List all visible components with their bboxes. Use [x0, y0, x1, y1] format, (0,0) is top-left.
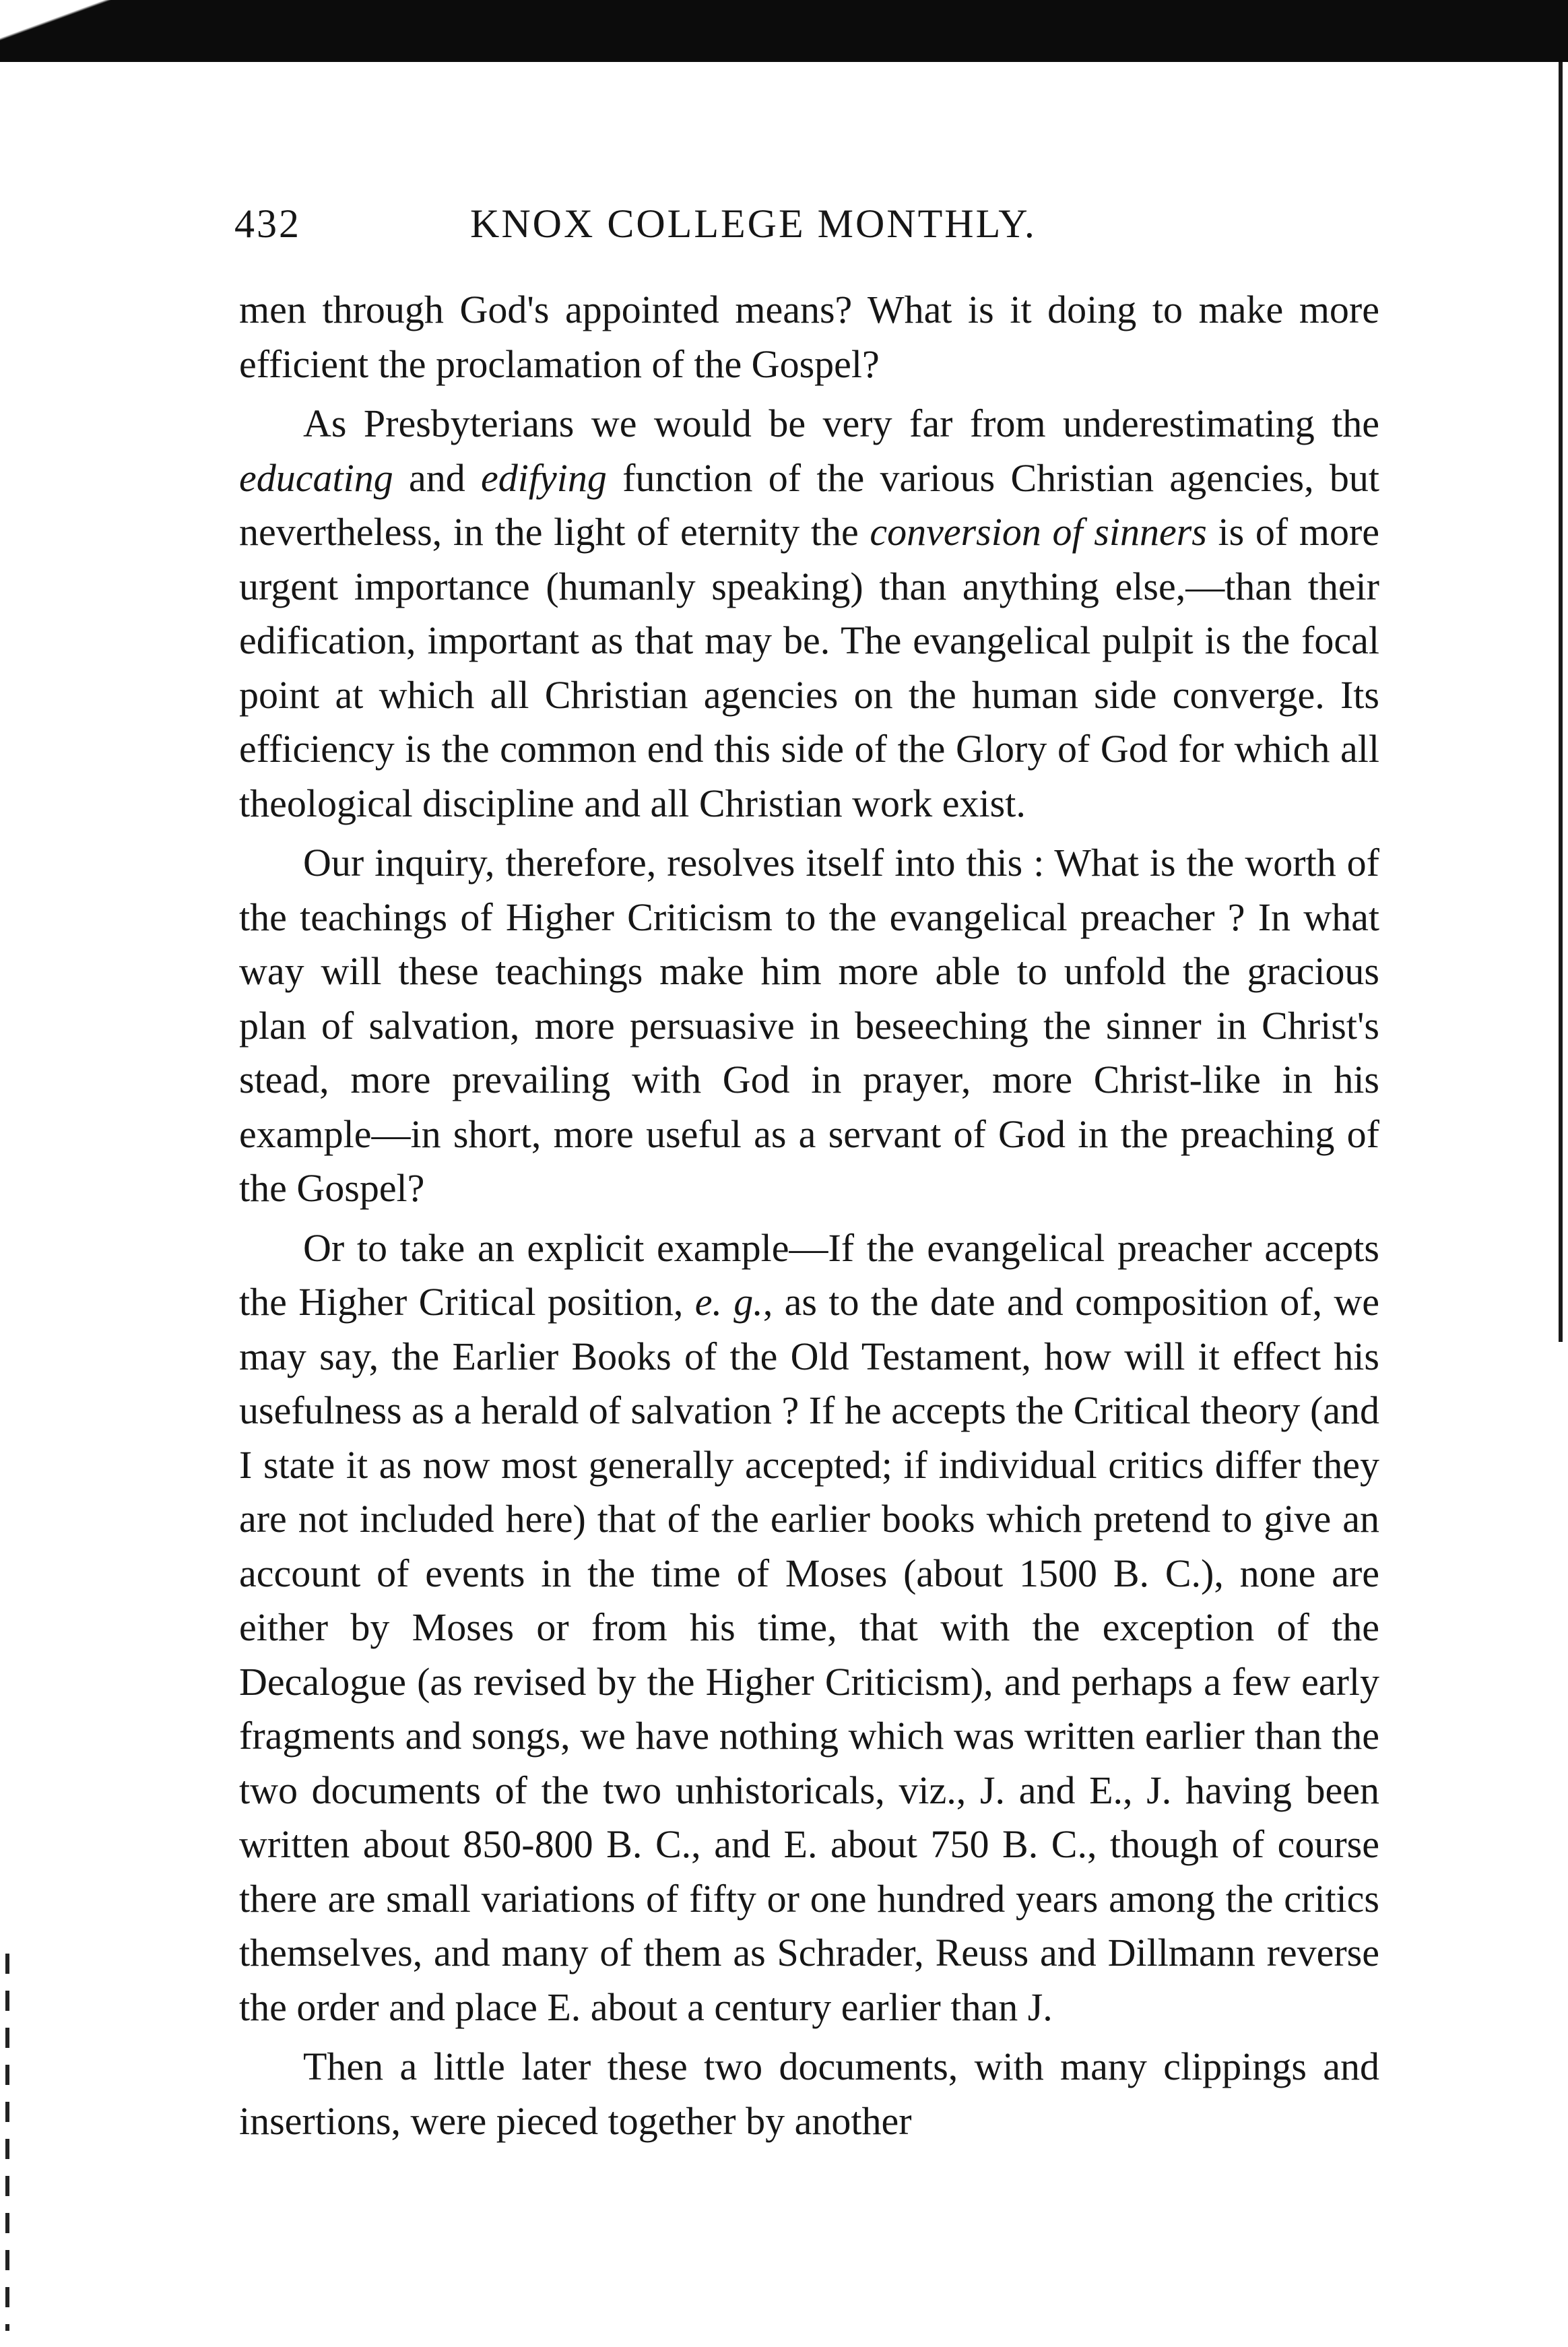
- page-header: [234, 201, 1379, 255]
- paragraph-2: [239, 397, 1379, 831]
- paragraph-2-text-c: function of the various Christian agencies, but nevertheless, in the light of eternity the: [239, 455, 1379, 554]
- emphasis-eg: e. g.: [694, 1280, 763, 1324]
- scan-corner-fold: [0, 0, 202, 62]
- scan-right-edge: [1559, 62, 1563, 1342]
- paragraph-3: [239, 836, 1379, 1216]
- paragraph-4: [239, 1221, 1379, 2035]
- paragraph-4-text-b: , as to the date and composition of, we may say, the Earlier Books of the Old Testament, how will it effect his usefulness as a herald of salvation ? If he accepts the Critical theory (and I state it as now most generally accepted; if individual critics differ they are not included here) that of the earlier books which pretend to give an account of events in the time of Moses (about 1500 B. C.), none are either by Moses or from his time, that with the exception of the Decalogue (as revised by the Higher Criticism), and perhaps a few early fragments and songs, we have nothing which was written earlier than the two documents of the two unhistoricals, viz., J. and E., J. having been written about 850-800 B. C., and E. about 750 B. C., though of course there are small variations of fifty or one hundred years among the critics themselves, and many of them as Schrader, Reuss and Dillmann reverse the order and place E. about a century earlier than J.: [239, 1280, 1379, 2029]
- paragraph-2-text-a: As Presbyterians we would be very far from underestimating the: [303, 401, 1379, 445]
- paragraph-1: [239, 283, 1379, 391]
- paragraph-2-text-d: is of more urgent importance (humanly speaking) than anything else,—than their edification, important as that may be. The evangelical pulpit is the focal point at which all Christian agencies on the human side converge. Its efficiency is the common end this side of the Glory of God for which all theological discipline and all Christian work exist.: [239, 510, 1379, 825]
- paragraph-4-text-a: Or to take an explicit example—If the evangelical preacher accepts the Higher Critical position,: [239, 1225, 1379, 1324]
- emphasis-edifying: edifying: [481, 455, 607, 500]
- body-text: [239, 283, 1379, 2148]
- paragraph-3-text: Our inquiry, therefore, resolves itself into this : What is the worth of the teachings of Higher Criticism to the evangelical preacher ? In what way will these teachings make him more able to unfold the gracious plan of salvation, more persuasive in beseeching the sinner in Christ's stead, more prevailing with God in prayer, more Christ-like in his example—in short, more useful as a servant of God in the preaching of the Gospel?: [239, 841, 1379, 1210]
- emphasis-educating: educating: [239, 455, 393, 500]
- paragraph-5: [239, 2040, 1379, 2148]
- emphasis-conversion-of-sinners: conversion of sinners: [870, 510, 1207, 554]
- scan-top-border: [0, 0, 1568, 62]
- page-number: 432: [234, 201, 301, 246]
- paragraph-5-text: Then a little later these two documents, with many clippings and insertions, were pieced together by another: [239, 2045, 1379, 2143]
- paragraph-2-text-b: and: [393, 455, 482, 500]
- running-title: KNOX COLLEGE MONTHLY.: [470, 201, 1037, 246]
- scan-left-edge-marks: [5, 1954, 9, 2331]
- paragraph-1-text: men through God's appointed means? What is it doing to make more efficient the proclamation of the Gospel?: [239, 288, 1379, 386]
